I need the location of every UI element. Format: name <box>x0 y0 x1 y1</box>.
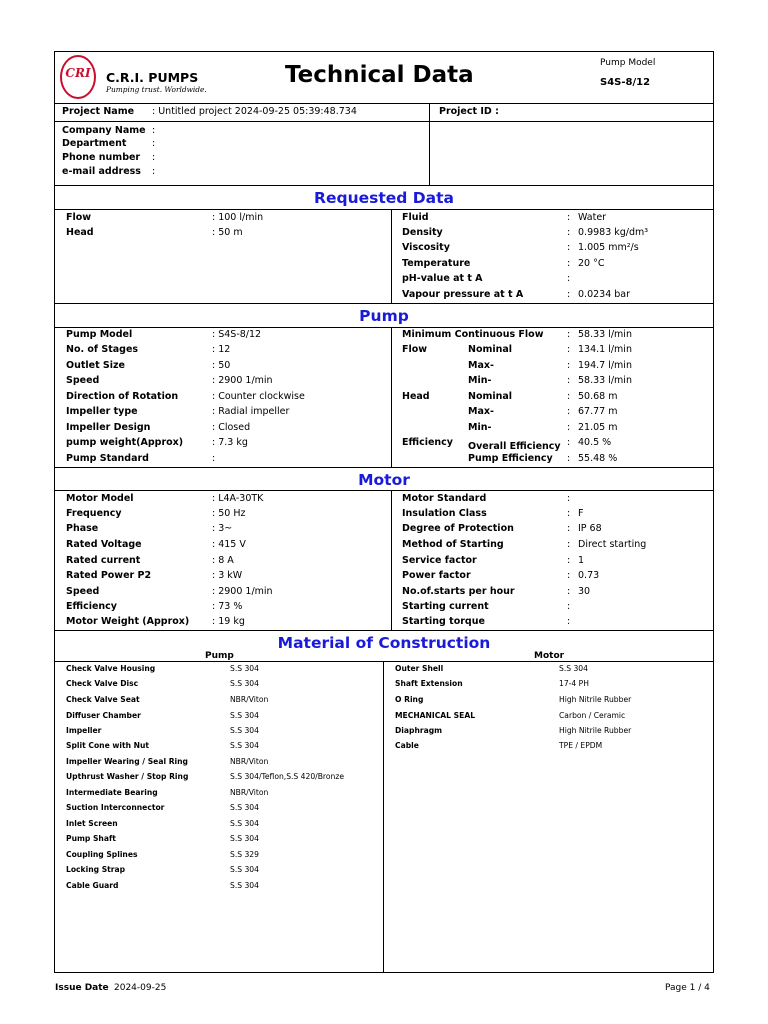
sep: : <box>567 406 571 417</box>
issue-date-label: Issue Date <box>55 983 109 993</box>
rotation-label: Direction of Rotation <box>66 391 179 402</box>
divider <box>54 303 714 304</box>
voltage-label: Rated Voltage <box>66 539 142 550</box>
min-flow-value: 58.33 l/min <box>578 329 632 340</box>
motor-eff-label: Efficiency <box>66 601 118 612</box>
sep: : <box>567 539 571 550</box>
pump-weight-value: : 7.3 kg <box>212 437 248 448</box>
page-title: Technical Data <box>285 62 474 88</box>
mat-value: NBR/Viton <box>230 788 269 797</box>
motor-model-label: Motor Model <box>66 493 134 504</box>
mat-part: Diffuser Chamber <box>66 711 141 720</box>
section-title-material: Material of Construction <box>277 634 491 652</box>
sep: : <box>567 273 571 284</box>
divider <box>383 661 384 972</box>
sep: : <box>567 422 571 433</box>
mat-value: S.S 304 <box>230 803 259 812</box>
pump-standard-label: Pump Standard <box>66 453 149 464</box>
pump-eff-value: 55.48 % <box>578 453 618 464</box>
pump-standard-value: : <box>212 453 216 464</box>
req-flow-label: Flow <box>66 212 92 223</box>
sep: : <box>567 242 571 253</box>
req-head-value: : 50 m <box>212 227 243 238</box>
req-flow-value: : 100 l/min <box>212 212 264 223</box>
section-title-pump: Pump <box>359 307 409 325</box>
brand-name: C.R.I. PUMPS <box>106 70 199 85</box>
material-motor-heading: Motor <box>534 651 565 661</box>
insulation-label: Insulation Class <box>402 508 487 519</box>
current-value: : 8 A <box>212 555 234 566</box>
divider <box>391 327 392 467</box>
impeller-type-value: : Radial impeller <box>212 406 290 417</box>
starting-torque-label: Starting torque <box>402 616 485 627</box>
sep: : <box>567 493 571 504</box>
field-sep: : <box>152 152 156 163</box>
mat-part: Inlet Screen <box>66 819 118 828</box>
mat-value: S.S 304 <box>230 679 259 688</box>
mat-value: S.S 304/Teflon,S.S 420/Bronze <box>230 772 344 781</box>
flow-max-label: Max- <box>468 360 494 371</box>
section-title-requested: Requested Data <box>314 189 454 207</box>
temperature-label: Temperature <box>402 258 471 269</box>
divider <box>54 327 714 328</box>
divider <box>54 103 714 104</box>
mat-value: S.S 304 <box>230 881 259 890</box>
project-id-label: Project ID : <box>439 106 499 117</box>
sep: : <box>567 258 571 269</box>
pump-model-value: S4S-8/12 <box>600 77 651 88</box>
flow-nominal-label: Nominal <box>468 344 513 355</box>
mat-part: Shaft Extension <box>395 679 463 688</box>
current-label: Rated current <box>66 555 141 566</box>
sep: : <box>567 344 571 355</box>
mat-value: 17-4 PH <box>559 679 589 688</box>
sep: : <box>567 586 571 597</box>
sep: : <box>567 508 571 519</box>
mat-value: S.S 304 <box>230 741 259 750</box>
head-min-value: 21.05 m <box>578 422 618 433</box>
flow-nominal-value: 134.1 l/min <box>578 344 632 355</box>
starting-current-label: Starting current <box>402 601 489 612</box>
issue-date-value: 2024-09-25 <box>114 983 167 993</box>
logo-mark: CRI <box>65 66 91 80</box>
protection-label: Degree of Protection <box>402 523 514 534</box>
divider <box>54 467 714 468</box>
impeller-type-label: Impeller type <box>66 406 138 417</box>
sep: : <box>567 437 571 448</box>
overall-eff-value: 40.5 % <box>578 437 612 448</box>
sep: : <box>567 570 571 581</box>
divider <box>391 490 392 630</box>
overall-eff-label: Overall Efficiency <box>468 441 561 452</box>
mat-part: MECHANICAL SEAL <box>395 711 476 720</box>
voltage-value: : 415 V <box>212 539 246 550</box>
pump-speed-value: : 2900 1/min <box>212 375 273 386</box>
department-label: Department <box>62 138 127 149</box>
head-nominal-value: 50.68 m <box>578 391 618 402</box>
divider <box>54 490 714 491</box>
flow-max-value: 194.7 l/min <box>578 360 632 371</box>
project-name-label: Project Name <box>62 106 135 117</box>
starts-per-hour-label: No.of.starts per hour <box>402 586 515 597</box>
mat-part: Pump Shaft <box>66 834 116 843</box>
vapour-value: 0.0234 bar <box>578 289 631 300</box>
power-label: Rated Power P2 <box>66 570 152 581</box>
pump-weight-label: pump weight(Approx) <box>66 437 184 448</box>
mat-value: TPE / EPDM <box>559 741 603 750</box>
insulation-value: F <box>578 508 584 519</box>
power-factor-label: Power factor <box>402 570 471 581</box>
section-title-motor: Motor <box>358 471 410 489</box>
divider <box>54 661 714 662</box>
temperature-value: 20 °C <box>578 258 605 269</box>
mat-part: Intermediate Bearing <box>66 788 158 797</box>
sep: : <box>567 289 571 300</box>
frequency-value: : 50 Hz <box>212 508 246 519</box>
outlet-value: : 50 <box>212 360 231 371</box>
sep: : <box>567 375 571 386</box>
mat-value: S.S 304 <box>230 711 259 720</box>
density-value: 0.9983 kg/dm³ <box>578 227 649 238</box>
outlet-label: Outlet Size <box>66 360 125 371</box>
field-sep: : <box>152 125 156 136</box>
motor-speed-label: Speed <box>66 586 100 597</box>
mat-part: Split Cone with Nut <box>66 741 150 750</box>
req-head-label: Head <box>66 227 94 238</box>
service-factor-label: Service factor <box>402 555 477 566</box>
mat-value: S.S 304 <box>230 819 259 828</box>
mat-part: Cable Guard <box>66 881 119 890</box>
mat-part: Suction Interconnector <box>66 803 165 812</box>
mat-value: S.S 304 <box>230 834 259 843</box>
mat-value: S.S 304 <box>230 865 259 874</box>
mat-value: S.S 304 <box>230 726 259 735</box>
mat-part: Coupling Splines <box>66 850 138 859</box>
viscosity-label: Viscosity <box>402 242 450 253</box>
sep: : <box>567 391 571 402</box>
vapour-label: Vapour pressure at t A <box>402 289 524 300</box>
stages-value: : 12 <box>212 344 231 355</box>
head-label: Head <box>402 391 430 402</box>
pump-model-row-value: : S4S-8/12 <box>212 329 262 340</box>
divider <box>429 103 430 185</box>
sep: : <box>567 555 571 566</box>
sep: : <box>567 227 571 238</box>
mat-part: Impeller Wearing / Seal Ring <box>66 757 188 766</box>
power-value: : 3 kW <box>212 570 243 581</box>
flow-label: Flow <box>402 344 428 355</box>
fluid-label: Fluid <box>402 212 429 223</box>
efficiency-label: Efficiency <box>402 437 454 448</box>
frequency-label: Frequency <box>66 508 122 519</box>
field-sep: : <box>152 138 156 149</box>
field-sep: : <box>152 166 156 177</box>
density-label: Density <box>402 227 443 238</box>
mat-part: Upthrust Washer / Stop Ring <box>66 772 189 781</box>
head-max-value: 67.77 m <box>578 406 618 417</box>
mat-value: NBR/Viton <box>230 757 269 766</box>
mat-part: Diaphragm <box>395 726 443 735</box>
sep: : <box>567 523 571 534</box>
impeller-design-value: : Closed <box>212 422 251 433</box>
page-number: Page 1 / 4 <box>665 983 710 993</box>
stages-label: No. of Stages <box>66 344 139 355</box>
rotation-value: : Counter clockwise <box>212 391 305 402</box>
mat-part: O Ring <box>395 695 424 704</box>
viscosity-value: 1.005 mm²/s <box>578 242 639 253</box>
mat-value: NBR/Viton <box>230 695 269 704</box>
flow-min-value: 58.33 l/min <box>578 375 632 386</box>
divider <box>391 209 392 303</box>
motor-weight-value: : 19 kg <box>212 616 245 627</box>
email-label: e-mail address <box>62 166 141 177</box>
mat-part: Locking Strap <box>66 865 126 874</box>
sep: : <box>567 616 571 627</box>
motor-model-value: : L4A-30TK <box>212 493 264 504</box>
mat-part: Check Valve Housing <box>66 664 156 673</box>
divider <box>54 630 714 631</box>
mat-part: Outer Shell <box>395 664 444 673</box>
mat-value: High Nitrile Rubber <box>559 695 632 704</box>
sep: : <box>567 453 571 464</box>
mat-value: S.S 304 <box>559 664 588 673</box>
mat-value: S.S 304 <box>230 664 259 673</box>
phase-value: : 3~ <box>212 523 233 534</box>
fluid-value: Water <box>578 212 607 223</box>
service-factor-value: 1 <box>578 555 585 566</box>
mat-part: Cable <box>395 741 419 750</box>
sep: : <box>567 212 571 223</box>
motor-weight-label: Motor Weight (Approx) <box>66 616 190 627</box>
starting-method-value: Direct starting <box>578 539 647 550</box>
mat-part: Check Valve Disc <box>66 679 139 688</box>
sep: : <box>567 601 571 612</box>
starting-method-label: Method of Starting <box>402 539 504 550</box>
mat-value: S.S 329 <box>230 850 259 859</box>
mat-value: Carbon / Ceramic <box>559 711 626 720</box>
material-pump-heading: Pump <box>205 651 234 661</box>
mat-part: Impeller <box>66 726 102 735</box>
head-max-label: Max- <box>468 406 494 417</box>
mat-part: Check Valve Seat <box>66 695 140 704</box>
company-name-label: Company Name <box>62 125 146 136</box>
pump-model-row-label: Pump Model <box>66 329 133 340</box>
mat-value: High Nitrile Rubber <box>559 726 632 735</box>
pump-speed-label: Speed <box>66 375 100 386</box>
impeller-design-label: Impeller Design <box>66 422 151 433</box>
phone-label: Phone number <box>62 152 141 163</box>
pump-eff-label: Pump Efficiency <box>468 453 553 464</box>
motor-speed-value: : 2900 1/min <box>212 586 273 597</box>
head-min-label: Min- <box>468 422 492 433</box>
pump-model-label: Pump Model <box>600 58 656 68</box>
sep: : <box>567 329 571 340</box>
phase-label: Phase <box>66 523 99 534</box>
motor-standard-label: Motor Standard <box>402 493 487 504</box>
min-flow-label: Minimum Continuous Flow <box>402 329 544 340</box>
divider <box>54 209 714 210</box>
project-name-value: : Untitled project 2024-09-25 05:39:48.734 <box>152 106 357 117</box>
head-nominal-label: Nominal <box>468 391 513 402</box>
sep: : <box>567 360 571 371</box>
brand-tagline: Pumping trust. Worldwide. <box>106 85 207 94</box>
divider <box>54 185 714 186</box>
power-factor-value: 0.73 <box>578 570 600 581</box>
starts-per-hour-value: 30 <box>578 586 591 597</box>
divider <box>54 121 714 122</box>
motor-eff-value: : 73 % <box>212 601 243 612</box>
ph-label: pH-value at t A <box>402 273 483 284</box>
flow-min-label: Min- <box>468 375 492 386</box>
protection-value: IP 68 <box>578 523 602 534</box>
